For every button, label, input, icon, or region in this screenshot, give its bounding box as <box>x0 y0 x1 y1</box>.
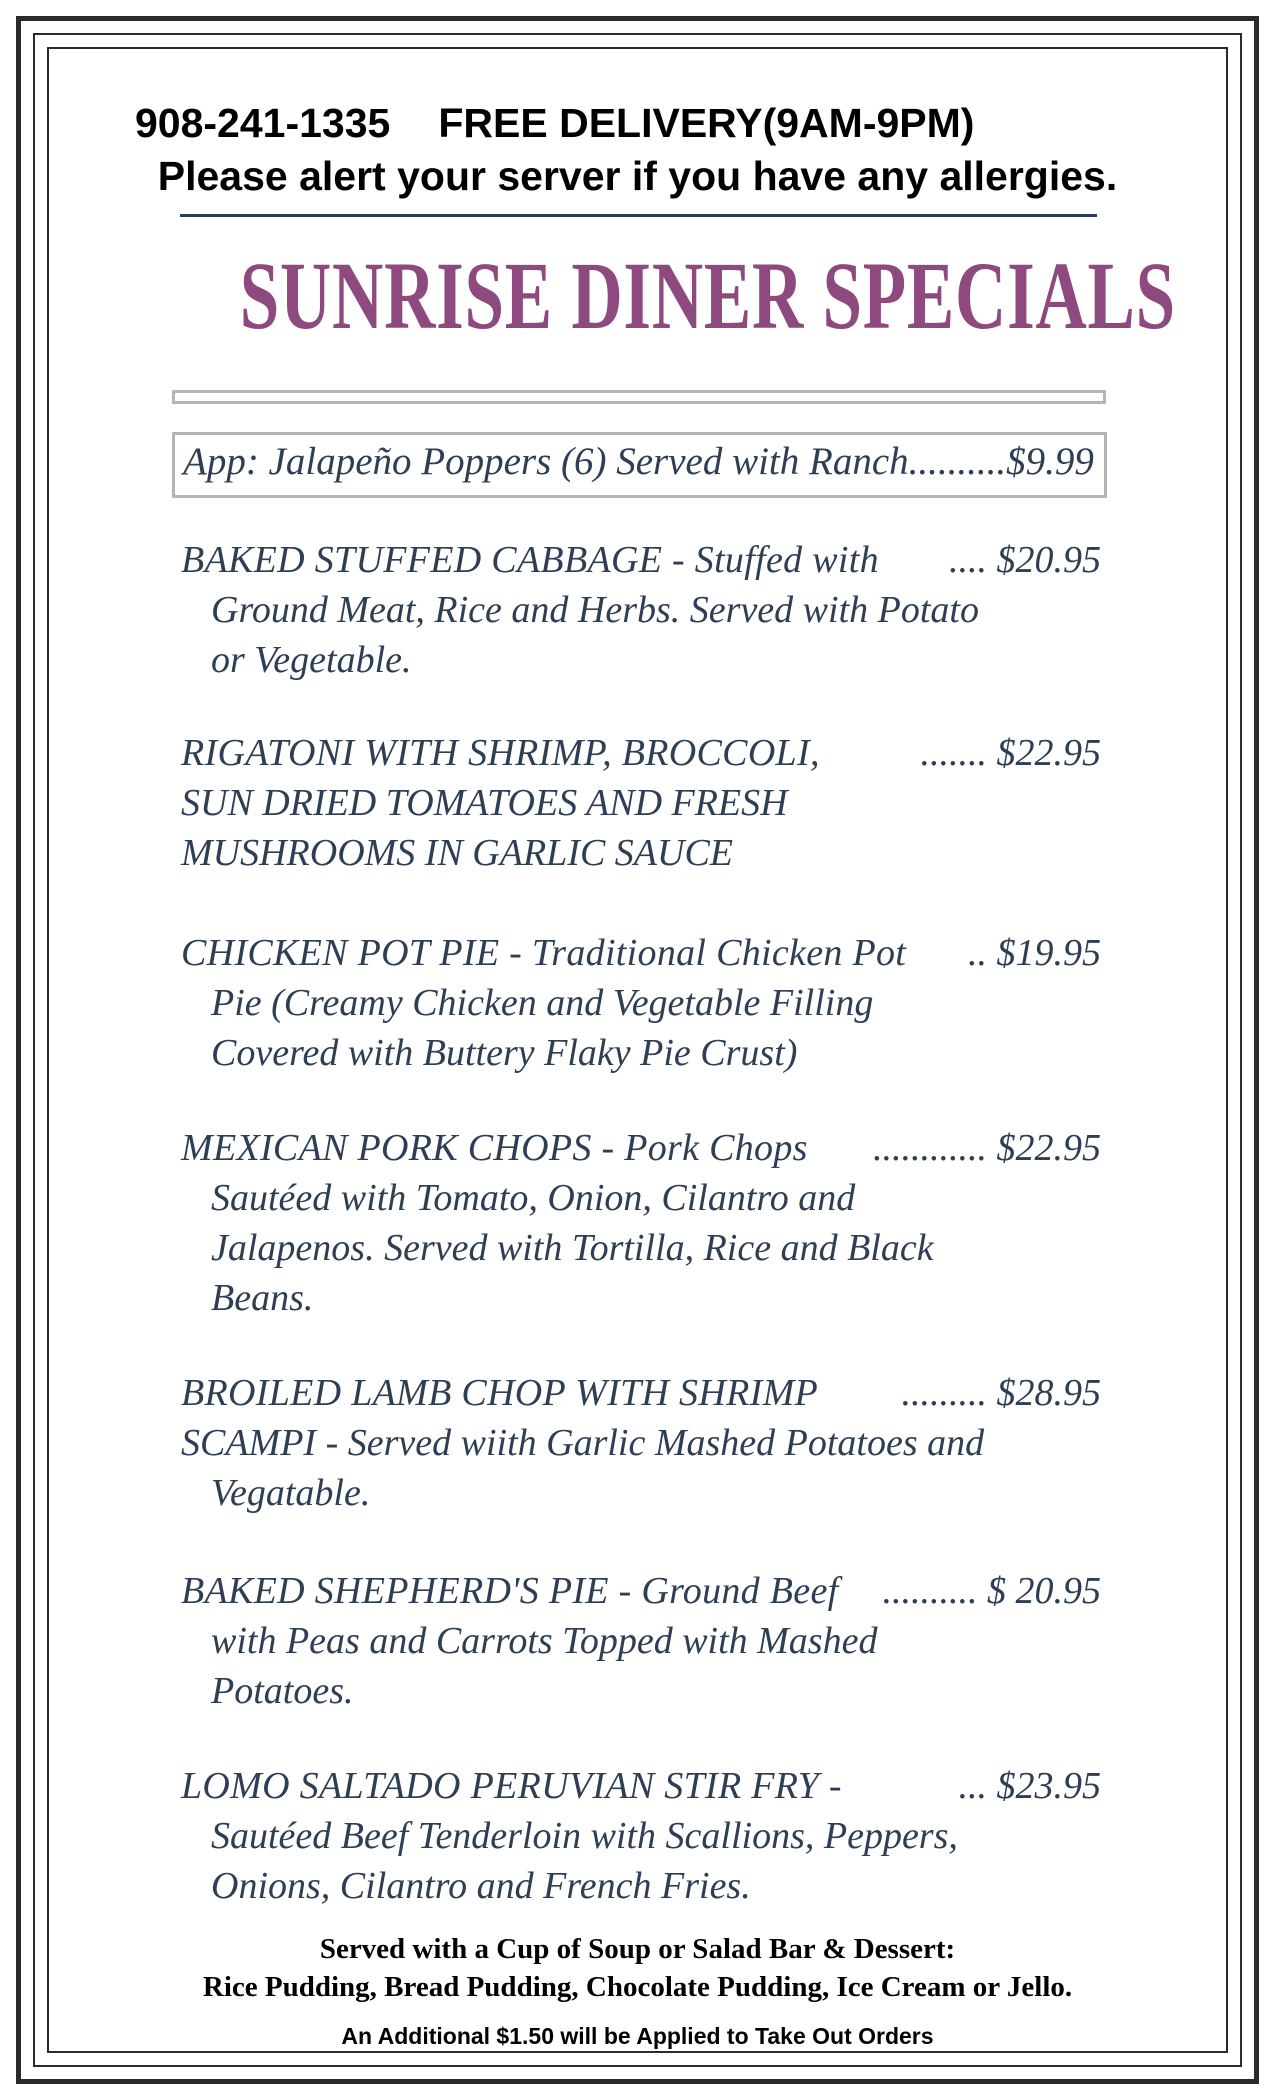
menu-item-description: Covered with Buttery Flaky Pie Crust) <box>211 1032 798 1074</box>
menu-item-price-group <box>921 728 1102 778</box>
menu-item-price: $ 20.95 <box>987 1570 1101 1612</box>
menu-item-header <box>181 928 1101 978</box>
menu-item-leader-dots: ....... <box>920 732 987 774</box>
allergy-notice: Please alert your server if you have any allergies. <box>157 153 1118 199</box>
menu-item-description: SCAMPI - Served wiith Garlic Mashed Potatoes and <box>181 1422 985 1464</box>
menu-item-name: MEXICAN PORK CHOPS - Pork Chops <box>181 1127 808 1169</box>
menu-item-price-group <box>949 535 1101 585</box>
menu-item-name: BROILED LAMB CHOP WITH SHRIMP <box>181 1372 819 1414</box>
menu-item-leader-dots: .. <box>968 932 987 974</box>
menu-item-header <box>181 1123 1101 1173</box>
menu-item-description: Sautéed with Tomato, Onion, Cilantro and <box>211 1177 856 1219</box>
menu-item-description: or Vegetable. <box>211 639 412 681</box>
menu-item-price-group <box>959 1761 1102 1811</box>
menu-item-description: with Peas and Carrots Topped with Mashed <box>211 1620 878 1662</box>
menu-item-name: CHICKEN POT PIE - Traditional Chicken Pot <box>181 932 907 974</box>
menu-item <box>181 535 1101 685</box>
menu-item-header <box>181 535 1101 585</box>
menu-item-leader-dots: ......... <box>901 1372 987 1414</box>
takeout-note: An Additional $1.50 will be Applied to Take Out Orders <box>341 2023 934 2049</box>
menu-item-price-group <box>968 928 1101 978</box>
delivery-hours: FREE DELIVERY(9AM-9PM) <box>438 100 975 146</box>
menu-item-description: Vegatable. <box>211 1472 371 1514</box>
menu-item-description: Ground Meat, Rice and Herbs. Served with Potato <box>211 589 979 631</box>
menu-item-price: $28.95 <box>996 1372 1101 1414</box>
menu-item-leader-dots: .... <box>949 539 987 581</box>
menu-item-price: $19.95 <box>996 932 1101 974</box>
served-with-note: Served with a Cup of Soup or Salad Bar & Dessert: <box>319 1933 956 1965</box>
phone-number: 908-241-1335 <box>135 100 391 146</box>
menu-item-price-group <box>902 1368 1102 1418</box>
menu-item-price: $22.95 <box>996 732 1101 774</box>
menu-item-price: $22.95 <box>996 1127 1101 1169</box>
menu-item-description: MUSHROOMS IN GARLIC SAUCE <box>181 832 734 874</box>
menu-item-header <box>181 1566 1101 1616</box>
menu-item-price: $20.95 <box>996 539 1101 581</box>
menu-item-price-group <box>883 1566 1102 1616</box>
menu-item-description: Jalapenos. Served with Tortilla, Rice and Black <box>211 1227 934 1269</box>
menu-item-name: LOMO SALTADO PERUVIAN STIR FRY - <box>181 1765 842 1807</box>
title-divider-box <box>172 390 1106 404</box>
menu-item-name: BAKED STUFFED CABBAGE - Stuffed with <box>181 539 879 581</box>
menu-item-description: Sautéed Beef Tenderloin with Scallions, Peppers, <box>211 1815 958 1857</box>
menu-title: SUNRISE DINER SPECIALS <box>239 242 1176 349</box>
menu-item-description: SUN DRIED TOMATOES AND FRESH <box>181 782 788 824</box>
menu-item-header <box>181 1761 1101 1811</box>
menu-item <box>181 728 1101 878</box>
appetizer-box: App: Jalapeño Poppers (6) Served with Ranch..........$9.99 <box>172 432 1107 498</box>
menu-item-leader-dots: ... <box>958 1765 987 1807</box>
contact-line <box>135 100 1135 147</box>
menu-item-price-group <box>873 1123 1101 1173</box>
menu-item-leader-dots: .......... <box>882 1570 978 1612</box>
menu-item-description: Onions, Cilantro and French Fries. <box>211 1865 751 1907</box>
menu-item-description: Potatoes. <box>211 1670 354 1712</box>
menu-item-header <box>181 728 1101 778</box>
header-divider <box>180 214 1097 217</box>
menu-item-header <box>181 1368 1101 1418</box>
menu-item <box>181 928 1101 1078</box>
menu-item-name: RIGATONI WITH SHRIMP, BROCCOLI, <box>181 732 820 774</box>
menu-item-description: Pie (Creamy Chicken and Vegetable Filling <box>211 982 874 1024</box>
dessert-options: Rice Pudding, Bread Pudding, Chocolate Pudding, Ice Cream or Jello. <box>202 1971 1073 2003</box>
menu-item <box>181 1761 1101 1911</box>
menu-item <box>181 1123 1101 1323</box>
menu-item-name: BAKED SHEPHERD'S PIE - Ground Beef <box>181 1570 839 1612</box>
menu-item-description: Beans. <box>211 1277 314 1319</box>
menu-item <box>181 1368 1101 1518</box>
menu-item-leader-dots: ............ <box>873 1127 987 1169</box>
menu-item <box>181 1566 1101 1716</box>
menu-item-price: $23.95 <box>996 1765 1101 1807</box>
